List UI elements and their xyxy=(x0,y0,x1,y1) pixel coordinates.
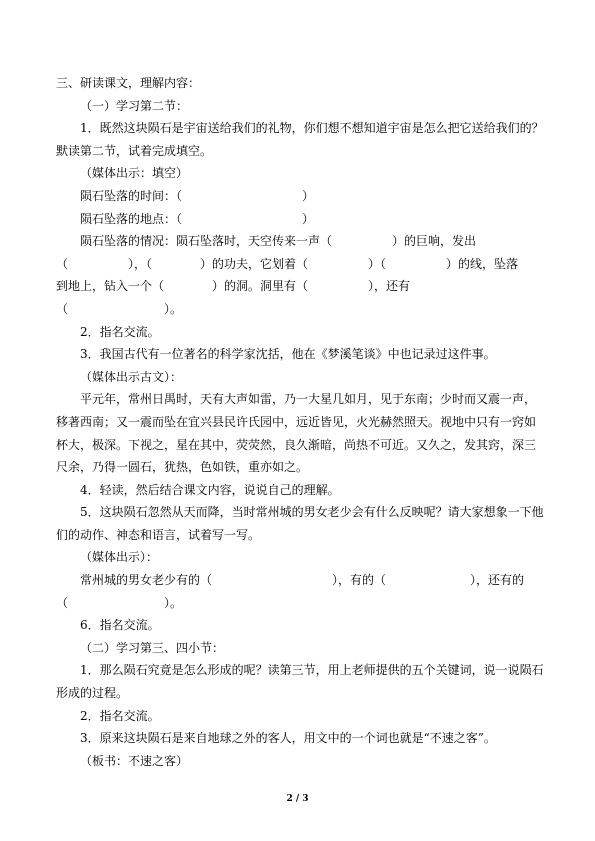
text-line: 2．指名交流。 xyxy=(80,708,160,723)
classical-text-line: 移著西南；又一震而坠在宜兴县民许氏园中，远近皆见，火光赫然照天。视地中只有一窍如 xyxy=(56,414,537,429)
text-line: 4．轻读，然后结合课文内容，说说自己的理解。 xyxy=(80,482,340,497)
text-line: 2．指名交流。 xyxy=(80,324,160,339)
fill-blank-line: 陨石坠落的地点：（ ） xyxy=(80,211,315,226)
subsection-heading: （二）学习第三、四小节： xyxy=(80,640,225,655)
classical-text-line: 杯大，极深。下视之，星在其中，荧荧然，良久渐暗，尚热不可近。又久之，发其窍，深三 xyxy=(56,437,537,452)
text-line: 形成的过程。 xyxy=(56,686,129,701)
fill-blank-line: （ ）。 xyxy=(56,301,183,316)
text-line: 1．既然这块陨石是宇宙送给我们的礼物，你们想不想知道宇宙是怎么把它送给我们的？ xyxy=(80,121,544,136)
fill-blank-line: 陨石坠落的情况：陨石坠落时，天空传来一声（ ）的巨响，发出 xyxy=(80,234,477,249)
text-line: 1．那么陨石究竟是怎么形成的呢？读第三节，用上老师提供的五个关键词，说一说陨石 xyxy=(80,663,544,678)
page-number: 2 / 3 xyxy=(286,794,309,804)
text-line: 默读第二节，试着完成填空。 xyxy=(56,143,213,158)
text-line: 3．我国古代有一位著名的科学家沈括，他在《梦溪笔谈》中也记录过这件事。 xyxy=(80,347,496,362)
fill-blank-line: 到地上，钻入一个（ ）的洞。洞里有（ ），还有 xyxy=(56,279,411,294)
text-line: 6．指名交流。 xyxy=(80,618,160,633)
section-heading: 三、研读课文，理解内容： xyxy=(56,76,201,90)
text-line: 5．这块陨石忽然从天而降，当时常州城的男女老少会有什么反映呢？请大家想象一下他 xyxy=(80,505,544,520)
subsection-heading: （一）学习第二节： xyxy=(80,98,189,113)
media-note: （媒体出示：填空） xyxy=(80,166,189,181)
document-body xyxy=(56,72,546,772)
board-note: （板书：不速之客） xyxy=(80,753,189,768)
text-line: 3．原来这块陨石是来自地球之外的客人，用文中的一个词也就是“不速之客”。 xyxy=(80,731,496,746)
text-line: 们的动作、神态和语言，试着写一写。 xyxy=(56,527,261,542)
fill-blank-line: （ ），（ ）的功夫，它划着（ ）（ ）的线，坠落 xyxy=(56,256,519,271)
fill-blank-line: （ ）。 xyxy=(56,595,183,610)
fill-blank-line: 常州城的男女老少有的（ ），有的（ ），还有的 xyxy=(80,573,525,588)
media-note: （媒体出示古文）： xyxy=(80,369,183,384)
classical-text-line: 尺余，乃得一圆石，犹热，色如铁，重亦如之。 xyxy=(56,460,309,475)
fill-blank-line: 陨石坠落的时间：（ ） xyxy=(80,188,315,203)
media-note: （媒体出示）： xyxy=(80,550,159,565)
classical-text-line: 平元年，常州日禺时，天有大声如雷，乃一大星几如月，见于东南；少时而又震一声， xyxy=(80,392,537,407)
